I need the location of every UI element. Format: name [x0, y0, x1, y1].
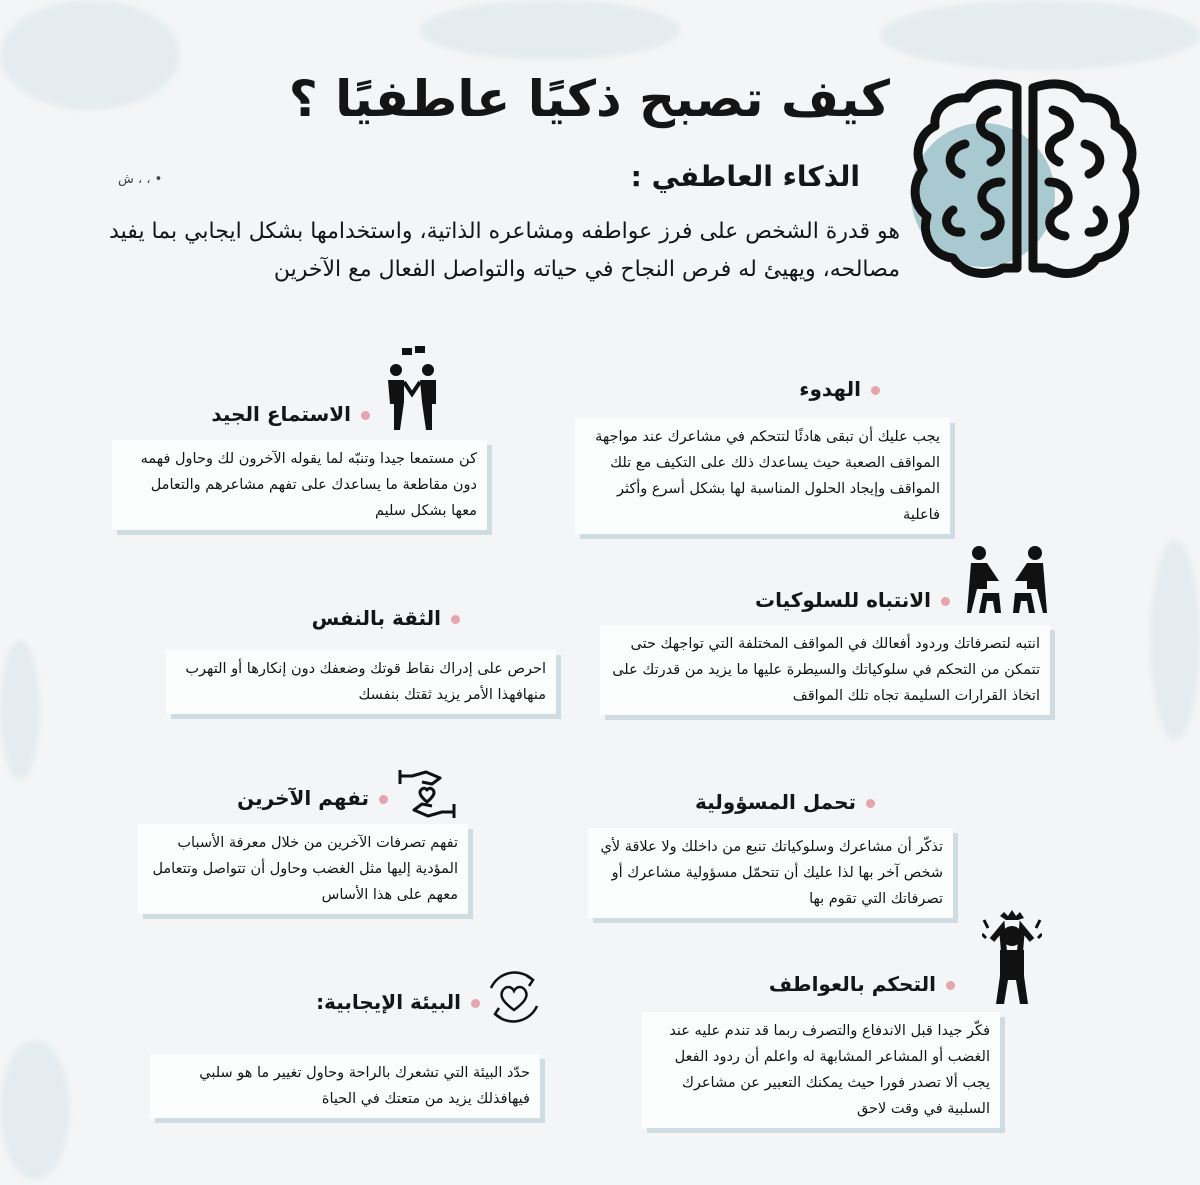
bullet-dot [866, 799, 875, 808]
people-talking-icon [382, 346, 442, 432]
responsibility-title: تحمل المسؤولية [700, 790, 875, 814]
helping-hands-icon [396, 768, 458, 820]
bullet-dot [361, 411, 370, 420]
brain-icon [905, 70, 1145, 290]
environment-box [150, 1054, 540, 1118]
behavior-box [600, 625, 1050, 715]
understanding-box [138, 824, 468, 914]
intro-text: هو قدرة الشخص على فرز عواطفه ومشاعره الذاتية، واستخدامها بشكل ايجابي بما يفيد مصالحه، ويهيئ له فرص النجاح في حياته والتواصل الفعال مع الآخرين [109, 219, 900, 282]
people-sitting-icon [965, 545, 1049, 615]
understanding-title: تفهم الآخرين [228, 786, 388, 810]
listening-text: كن مستمعا جيدا وتنبّه لما يقوله الآخرون لك وحاول فهمه دون مقاطعة ما يساعدك على تفهم مشاعرهم والتعامل معها بشكل سليم [140, 451, 477, 519]
responsibility-box [588, 828, 953, 918]
page-subtitle: الذكاء العاطفي : [630, 160, 860, 193]
control-text: فكّر جيدا قبل الاندفاع والتصرف ربما قد تندم عليه عند الغضب أو المشاعر المشابهة له واعلم أن ردود الفعل يجب ألا تصدر فورا حيث يمكنك التعبير عن مشاعرك السلبية في وقت لاحق [669, 1023, 990, 1117]
listening-box [112, 440, 487, 530]
calm-text: يجب عليك أن تبقى هادئًا لتتحكم في مشاعرك عند مواجهة المواقف الصعبة حيث يساعدك ذلك على التكيف مع تلك المواقف وإيجاد الحلول المناسبة لها بشكل أسرع وأكثر فاعلية [595, 429, 940, 523]
environment-title: البيئة الإيجابية: [300, 990, 480, 1014]
bullet-dot [451, 615, 460, 624]
bullet-dot [941, 597, 950, 606]
confidence-text: احرص على إدراك نقاط قوتك وضعفك دون إنكارها أو التهرب منهافهذا الأمر يزيد ثقتك بنفسك [185, 661, 546, 703]
understanding-text: تفهم تصرفات الآخرين من خلال معرفة الأسباب المؤدية إليها مثل الغضب وحاول أن تتواصل وتتعامل معهم على هذا الأساس [152, 835, 458, 903]
behavior-title: الانتباه للسلوكيات [740, 588, 950, 612]
bullet-dot [471, 999, 480, 1008]
heart-cycle-icon [485, 968, 543, 1026]
control-box [642, 1012, 1000, 1128]
calm-box [575, 418, 950, 534]
behavior-text: انتبه لتصرفاتك وردود أفعالك في المواقف المختلفة التي تواجهك حتى تتمكن من التحكم في سلوكياتك والسيطرة عليها ما يزيد من قدرتك على اتخاذ القرارات السليمة تجاه تلك المواقف [612, 636, 1040, 704]
page-title: كيف تصبح ذكيًا عاطفيًا ؟ [288, 70, 890, 128]
bullet-dot [946, 981, 955, 990]
bullet-dot [379, 795, 388, 804]
confidence-box [166, 650, 556, 714]
confidence-title: الثقة بالنفس [300, 606, 460, 630]
stressed-person-icon [982, 910, 1042, 1006]
environment-text: حدّد البيئة التي تشعرك بالراحة وحاول تغيير ما هو سلبي فيهافذلك يزيد من متعتك في الحياة [199, 1065, 530, 1107]
control-title: التحكم بالعواطف [755, 972, 955, 996]
watermark: • ، ، ش [118, 172, 163, 187]
listening-title: الاستماع الجيد [205, 402, 370, 426]
bullet-dot [871, 386, 880, 395]
calm-title: الهدوء [800, 377, 880, 401]
responsibility-text: تذكّر أن مشاعرك وسلوكياتك تنبع من داخلك ولا علاقة لأي شخص آخر بها لذا عليك أن تتحمّل مسؤولية مشاعرك أو تصرفاتك التي تقوم بها [600, 839, 943, 907]
